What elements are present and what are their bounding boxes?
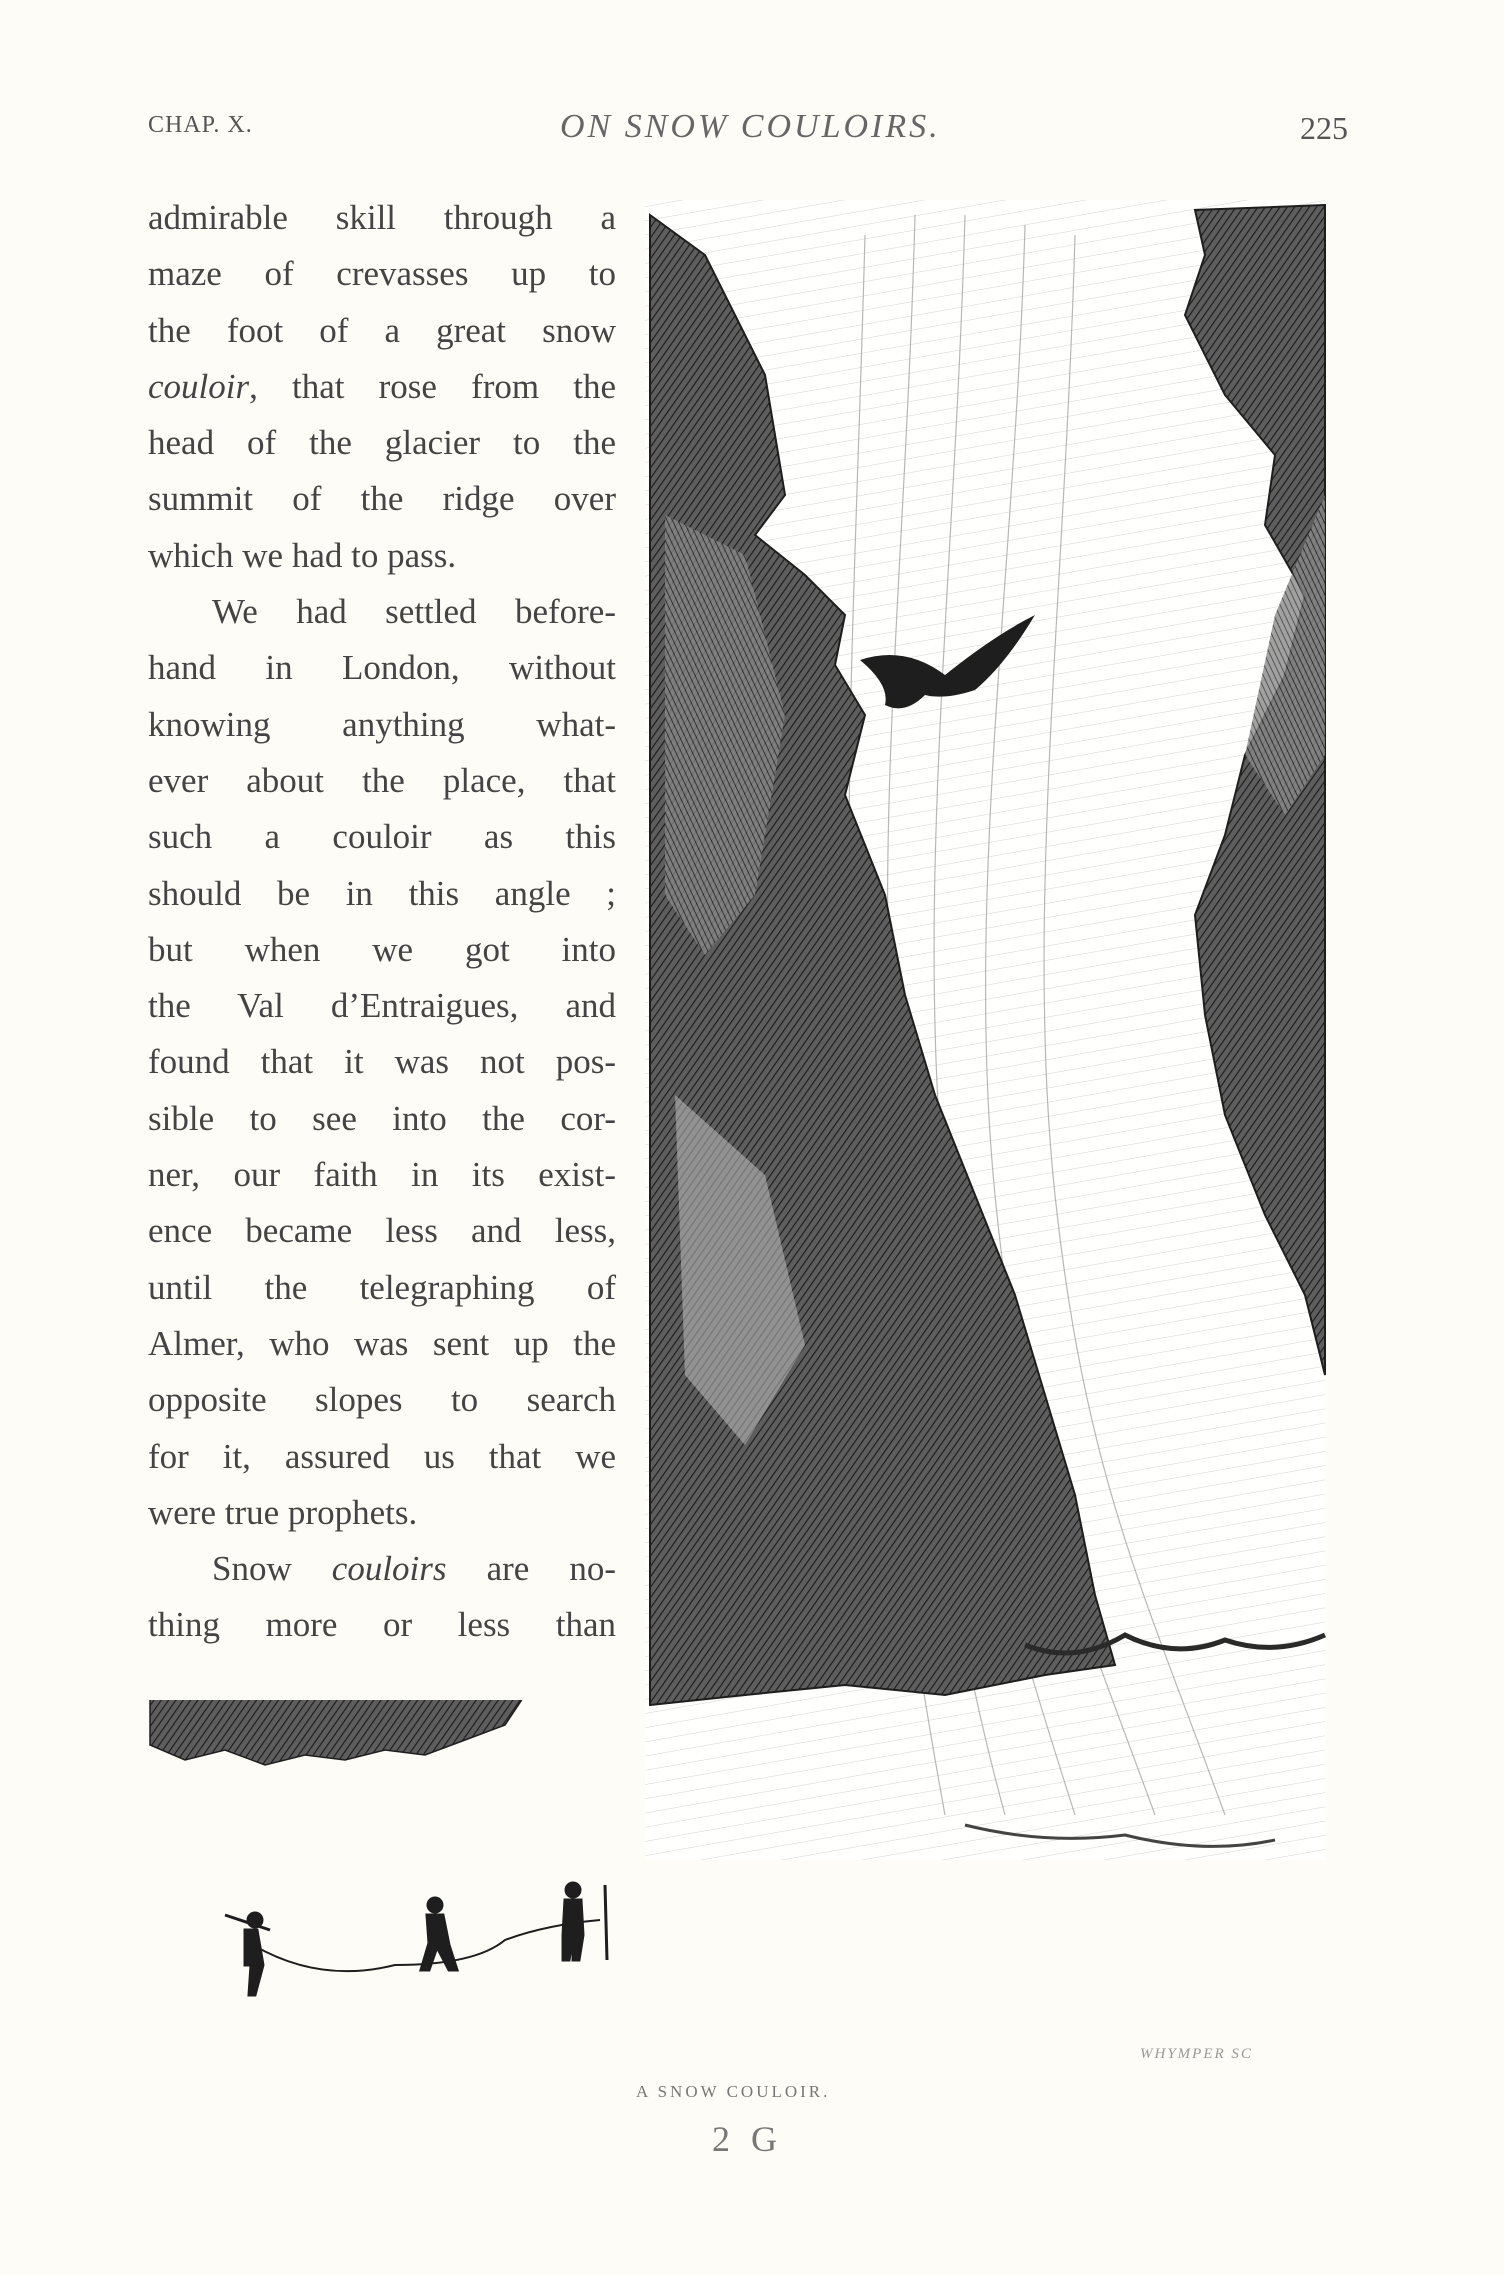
text-line: thing more or less than (148, 1605, 616, 1645)
text-line: the foot of a great snow (148, 310, 616, 350)
text-line: hand in London, without (148, 648, 616, 688)
text-line: ever about the place, that (148, 760, 616, 800)
text-line: opposite slopes to search (148, 1380, 616, 1420)
running-header (0, 108, 1504, 158)
text-line: for it, assured us that we (148, 1436, 616, 1476)
text-line: the Val d’Entraigues, and (148, 986, 616, 1026)
chapter-label: CHAP. X. (148, 112, 253, 138)
text-line: sible to see into the cor- (148, 1098, 616, 1138)
italic-word: couloirs (331, 1549, 447, 1589)
text-line: which we had to pass. (148, 535, 457, 575)
text-line: should be in this angle ; (148, 873, 616, 913)
text-line: head of the glacier to the (148, 423, 616, 463)
text-line: ner, our faith in its exist- (148, 1155, 616, 1195)
text-line: found that it was not pos- (148, 1042, 616, 1082)
text-line: ence became less and less, (148, 1211, 616, 1251)
running-title: ON SNOW COULOIRS. (560, 108, 941, 145)
text-line: summit of the ridge over (148, 479, 616, 519)
page-number: 225 (1300, 110, 1348, 146)
engraver-signature: WHYMPER SC (1140, 2046, 1253, 2062)
line-rest: , that rose from the (249, 366, 616, 406)
body-text (148, 190, 616, 1654)
signature-mark: 2 G (712, 2119, 783, 2159)
text-line: such a couloir as this (148, 817, 616, 857)
text-line: knowing anything what- (148, 704, 616, 744)
climbers-icon (225, 1883, 607, 1995)
text-line: but when we got into (148, 929, 616, 969)
text-line (148, 359, 616, 415)
text-line: admirable skill through a (148, 198, 616, 237)
italic-word: couloir (148, 366, 250, 406)
illustration-caption: A SNOW COULOIR. (636, 2082, 831, 2101)
text-line: until the telegraphing of (148, 1267, 616, 1307)
text-line: were true prophets. (148, 1492, 418, 1532)
line-start: Snow (212, 1549, 332, 1589)
text-line: We had settled before- (212, 592, 616, 632)
text-line: maze of crevasses up to (148, 254, 616, 294)
text-line (148, 1541, 616, 1597)
text-line: Almer, who was sent up the (148, 1323, 616, 1363)
line-rest: are no- (446, 1549, 616, 1589)
